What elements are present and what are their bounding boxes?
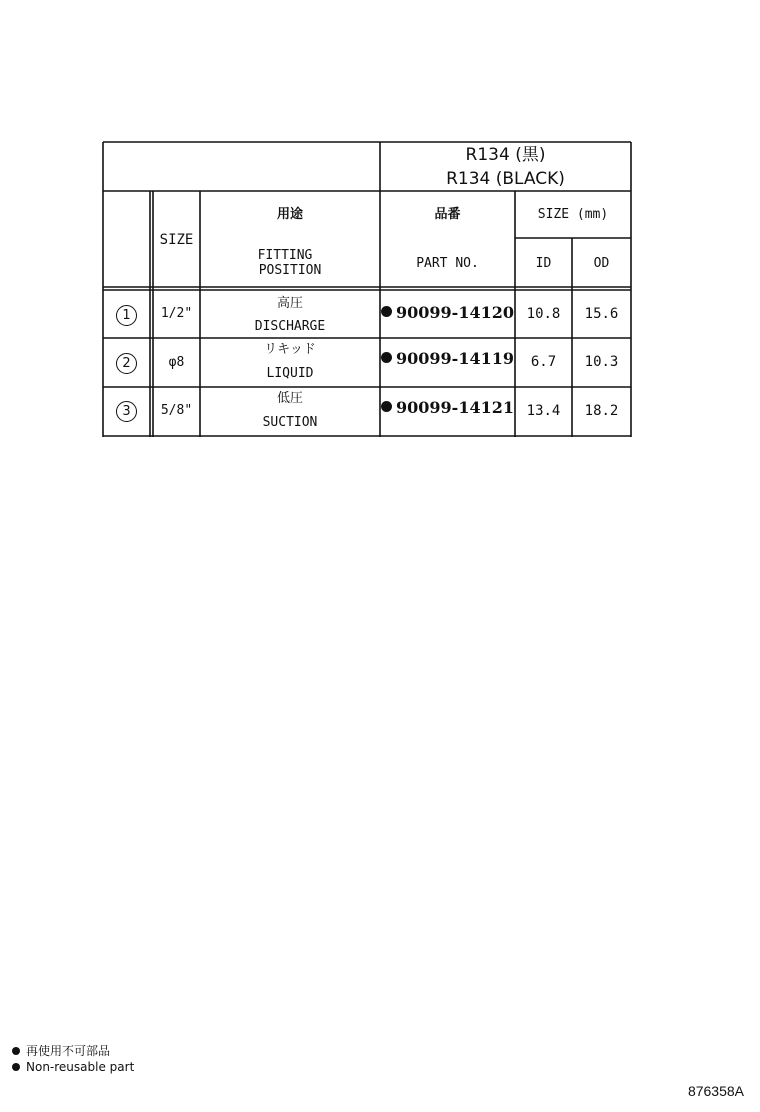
legend-dot-icon bbox=[12, 1047, 20, 1055]
row-part-number: 90099-14120 bbox=[380, 305, 515, 321]
row-fitting-en: LIQUID bbox=[266, 366, 314, 381]
legend-jp: 再使用不可部品 bbox=[12, 1042, 110, 1059]
legend-dot-icon bbox=[12, 1063, 20, 1071]
row-id: 13.4 bbox=[526, 403, 561, 419]
row-size: φ8 bbox=[168, 355, 185, 370]
row-part-number: 90099-14121 bbox=[380, 400, 515, 416]
row-number-badge: 3 bbox=[116, 401, 137, 422]
size-header: SIZE bbox=[159, 232, 194, 248]
row-fitting-jp: 高圧 bbox=[276, 296, 303, 311]
refrigerant-title-en: R134 (BLACK) bbox=[446, 169, 565, 189]
row-number-badge: 1 bbox=[116, 305, 137, 326]
row-fitting-jp: 低圧 bbox=[276, 391, 303, 406]
row-od: 10.3 bbox=[584, 354, 619, 370]
row-od: 15.6 bbox=[584, 306, 619, 322]
non-reusable-dot-icon bbox=[381, 306, 392, 317]
non-reusable-dot-icon bbox=[381, 401, 392, 412]
non-reusable-dot-icon bbox=[381, 352, 392, 363]
size-mm-header: SIZE (mm) bbox=[537, 207, 609, 222]
row-fitting-jp: リキッド bbox=[264, 342, 316, 357]
row-part-number: 90099-14119 bbox=[380, 351, 515, 367]
legend-en: Non-reusable part bbox=[12, 1060, 134, 1074]
row-number-badge: 2 bbox=[116, 353, 137, 374]
fitting-header-en-2: POSITION bbox=[258, 263, 322, 278]
partno-header-jp: 品番 bbox=[434, 207, 461, 222]
refrigerant-title-jp: R134 (黒) bbox=[465, 145, 546, 165]
row-id: 6.7 bbox=[530, 354, 557, 370]
row-od: 18.2 bbox=[584, 403, 619, 419]
fitting-header-jp: 用途 bbox=[276, 207, 303, 222]
row-size: 5/8" bbox=[160, 403, 193, 418]
id-header: ID bbox=[535, 256, 552, 271]
row-size: 1/2" bbox=[160, 306, 193, 321]
row-fitting-en: DISCHARGE bbox=[254, 319, 326, 334]
od-header: OD bbox=[593, 256, 610, 271]
figure-code: 876358A bbox=[687, 1083, 744, 1099]
partno-header-en: PART NO. bbox=[416, 256, 479, 271]
row-fitting-en: SUCTION bbox=[262, 415, 318, 430]
fitting-header-en-1: FITTING bbox=[257, 248, 313, 263]
row-id: 10.8 bbox=[526, 306, 561, 322]
